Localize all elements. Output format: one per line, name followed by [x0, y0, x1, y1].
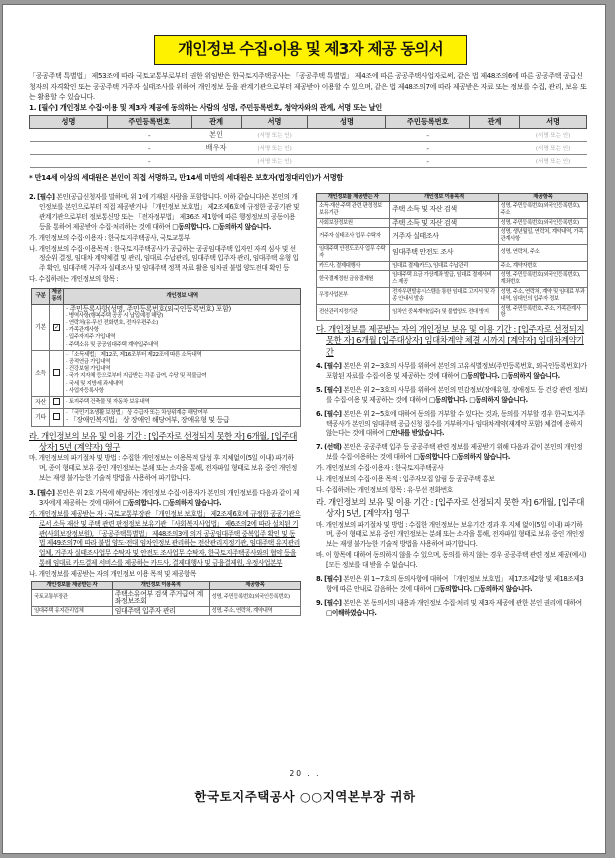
section-1-heading: 1. [필수] 개인정보 수집·이용 및 제3자 제공에 동의하는 사람의 성명, 주민등록번호, 청약자와의 관계, 서명 또는 날인	[29, 103, 382, 112]
rrn-field[interactable]: -	[386, 129, 470, 142]
table-row: 기타 · 「국민기초생활 보장법」 상 수급자 또는 차상위계층 해당여부 · 「장애인복지법」 상 장애인 해당여부, 장애유형 및 등급	[32, 409, 301, 426]
personal-info-items-table: 구분 제공 동의 개인정보 내역 기본 ✓ · 주민등록사항(성명, 주민등록번호(외국인등록번호) 포함) · 병역사항(행복주택 공공 시 납입예정 해당) · 연락처(유·무선 전화번호, 전자우편주소) · 가족관계사항 · 입주자지주 가입내역 · 주택소유 및 공공임대주택 계약입주내역 소득 · 「소득세법」 제12조, 제16조부터 제22조에 따른 소득내역 · 공적연금 가입내역 · 건강보험 가입내역 · 국가 지자체 등으로부터 지급받는 각종 급여, 수당 및 직불급여 · 국세 및 지방세 과세내역 · 사업자등록사항 자산 · 토지주택 건축물 및 자동차 보유내역 기타 · 「국민기초생활 보장법」 상 수급자 또는 차상위계층 해당여부 · 「장애인복지법」 상 장애인 해당여부, 장애유형 및 등급	[31, 288, 301, 426]
section-7-agree-checkbox[interactable]: □동의합니다 □동의하지 않습니다.	[413, 453, 511, 462]
signature-field[interactable]: (서명 또는 인)	[241, 129, 308, 142]
table-row: 자산 · 토지주택 건축물 및 자동차 보유내역	[32, 397, 301, 409]
name-field[interactable]	[30, 155, 108, 168]
left-column: 2. [필수] 본인(공급신청자를 말하며, 위 1에 기재된 사람을 포함합니다. 이하 같습니다)은 본인의 개인정보를 본인으로부터 직접 제공받거나 「개인정보 보호법」 제2조제6호에 규정한 공공기관 및 관계기관으로부터 정보통신망 또는 「전자정부법」 제36조 제1항에 따른 행정정보의 공동이용 등을 통하여 제공받아 수집·처리하는 것에 대하여 □동의합니다. □동의하지 않습니다. 가. 개인정보의 수집·이용자 : 한국토지주택공사, 국토교통부 나. 개인정보의 수집·이용목적 : 한국토지주택공사가 공급하는 공공임대주택 입자인 자격 심사 및 선정순위 결정, 임대차 계약체결 및 관리, 임대료 수납관리, 임대주택 입주자 관리, 임대주택 유형 입주 확인, 임대주택 거주자 실태조사 및 임대주택 정책 자료 활용 임차권 불법 양도전대 확인 등 다. 수집하려는 개인정보의 항목 : 구분 제공 동의 개인정보 내역 기본 ✓ · 주민등록사항(성명, 주민등록번호(외국인등록번호) 포함) · 병역사항(행복주택 공공 시 납입예정 해당) · 연락처(유·무선 전화번호, 전자우편주소) · 가족관계사항 · 입주자지주 가입내역 · 주택소유 및 공공임대주택 계약입주내역 소득 · 「소득세법」 제12조, 제16조부터 제22조에 따른 소득내역 · 공적연금 가입내역 · 건강보험 가입내역 · 국가 지자체 등으로부터 지급받는 각종 급여, 수당 및 직불급여 · 국세 및 지방세 과세내역 · 사업자등록사항 자산 · 토지주택 건축물 및 자동차 보유내역 기타 · 「국민기초생활 보장법」 상 수급자 또는 차상위계층 해당여부 · 「장애인복지법」 상 장애인 해당여부, 장애유형 및 등급 라. 개인정보의 보유 및 이용 기간 : [입주자로 선정되지 못한 자] 6개월, [입주대상자] 5년 (계약자) 영구 마. 개인정보의 파기절차 및 방법 : 수집한 개인정보는 이용목적 달성 후 지체없이(5일 이내) 파기하며, 종이 형태로 보유 중인 개인정보는 분쇄 또는 소각을 통해, 전자파일 형태로 보유 중인 개인정보는 재생 불가능한 기술적 방법을 사용하여 파기합니다. 3. [필수] 본인은 위 2호 가목에 해당하는 개인정보 수집·이용자가 본인의 개인정보를 다음과 같이 제3자에게 제공하는 것에 대하여 □동의합니다. □동의하지 않습니다. 가. 개인정보를 제공받는 자 : 국토교통부장관 「개인정보 보호법」 제2조제6호에 규정한 공공기관으로서 소득 재산 및 주택 관련 판정정보 보유기관 「사회복지사업법」 제6조의2에 따라 설치된 기관(사회보장정보원), 「공공주택특별법」 제48조의3에 의거 공공임대주택 중복입주 확인 및 동법 제49조의7에 따라 불법 양도·전대 임차인정보 관리하는 전산관리지정기관, 임대주택 유지관리업체, 거주자 실태조사업무 수탁자 및 안전도 조사업무 수탁자, 한국토지주택공사와의 협약 등을 통해 임대료 카드결제 서비스를 제공하는 카드사, 결제대행사 및 금융결제원, 우정사업본부 나. 개인정보를 제공받는 자의 개인정보 이용 목적 및 제공항목 개인정보를 제공받는 자 개인정보 이용목적 제공항목 국토교통부장관 주택소유여부 검색 주거급여 계좌정보조회 성명, 주민등록번호(외국인등록번호) 임대주택 유지관리업체 임대주택 입주자 관리 성명, 주소, 연락처, 계약내역	[29, 193, 301, 615]
table-row: - 배우자 (서명 또는 인) - (서명 또는 인)	[30, 142, 587, 155]
signature-field[interactable]: (서명 또는 인)	[241, 155, 308, 168]
rrn-field[interactable]: -	[107, 129, 191, 142]
document-title: 개인정보 수집·이용 및 제3자 제공 동의서	[154, 35, 467, 65]
relation-field[interactable]	[469, 142, 519, 155]
consent-form-page	[2, 4, 606, 854]
consent-checkbox[interactable]: ✓	[50, 304, 64, 350]
relation-field[interactable]	[469, 129, 519, 142]
section-6: 6. [필수] 본인은 위 2~5호에 대하여 동의를 거부할 수 있다는 것과, 동의를 거부할 경우 한국토지주택공사가 본인의 임대주택 공급신청 접수를 거부하거나 임대차계약(재계약 포함) 체결에 응하지 않는다는 것에 대하여 □안내를 받았습니다.	[316, 409, 585, 438]
section-5: 5. [필수] 본인은 위 2~3호의 사무를 위하여 본인의 민감정보(장애유형, 장애정도 등 건강 관련 정보)를 수집·이용 및 제공하는 것에 대하여 □동의합니다. □동의하지 않습니다.	[316, 385, 588, 404]
section-6-acknowledge-checkbox[interactable]: □안내를 받았습니다.	[385, 429, 445, 438]
table-row: 카드사, 결제대행사 임대료 결제(카드), 임대료 수납관리 주소, 계약자번호	[317, 261, 588, 271]
section-3: 3. [필수] 본인은 위 2호 가목에 해당하는 개인정보 수집·이용자가 본인의 개인정보를 다음과 같이 제3자에게 제공하는 것에 대하여 □동의합니다. □동의하지 않습니다.	[29, 488, 300, 507]
relation-field[interactable]	[469, 155, 519, 168]
consenter-table	[29, 115, 587, 168]
table-row: 한국결제정원 금융결제원 임대주택 요금 가상계좌 발급, 임대료 결제서비스 제공 성명, 주민등록번호(외국인등록번호), 계좌번호	[317, 271, 588, 288]
third-party-table-left: 개인정보를 제공받는 자 개인정보 이용목적 제공항목 국토교통부장관 주택소유여부 검색 주거급여 계좌정보조회 성명, 주민등록번호(외국인등록번호) 임대주택 유지관리업체 임대주택 입주자 관리 성명, 주소, 연락처, 계약내역	[31, 581, 301, 616]
table-row: 전산관리지정기관 임차인 중복계약(입주) 및 불법양도 전대 방지 성명, 주민등록번호, 주소, 가족관계사항	[317, 304, 588, 321]
section-9: 9. [필수] 본인은 본 동의서의 내용과 개인정보 수집·처리 및 제3자 제공에 관한 본인 권리에 대하여 □이해하였습니다.	[316, 598, 582, 617]
table-row: 국토교통부장관 주택소유여부 검색 주거급여 계좌정보조회 성명, 주민등록번호(외국인등록번호)	[32, 590, 301, 607]
third-party-table-right: 개인정보를 제공받는 자 개인정보 이용목적 제공항목 소득·재산·주택 관련 판정정보 보유기관 주택 소득 및 자산 검색 성명, 주민등록번호(외국인등록번호), 주소 사회보장정보원 주택 소득 및 자산 검색 성명, 주민등록번호(외국인등록번호) 거주자 실태조사 업무 수탁자 거주자 실태조사 성명, 생년월일, 연락처, 계약내역, 가족관계사항 임대주택 안전도조사 업무 수탁자 임대주택 안전도 조사 성명, 연락처, 주소 카드사, 결제대행사 임대료 결제(카드), 임대료 수납관리 주소, 계약자번호 한국결제정원 금융결제원 임대주택 요금 가상계좌 발급, 임대료 결제서비스 제공 성명, 주민등록번호(외국인등록번호), 계좌번호 우정사업본부 전자우편발송시스템을 통한 임대료 고지서 및 각종 안내서 발송 성명, 주소, 연락처, 계약 및 임대료 부과내역, 임대인의 입주자 정보 전산관리지정기관 임차인 중복계약(입주) 및 불법양도 전대 방지 성명, 주민등록번호, 주소, 가족관계사항	[316, 193, 588, 321]
signature-field[interactable]: (서명 또는 인)	[520, 129, 587, 142]
section-8: 8. [필수] 본인은 위 1~7호의 동의사항에 대하여 「개인정보 보호법」 제17조제2항 및 제18조제3항에 따른 안내로 갈음하는 것에 대하여 □동의합니다. □동의하지 않습니다.	[316, 575, 584, 593]
intro-paragraph: 「공공주택 특별법」 제53조에 따라 국토교통부로부터 권한 위임받은 한국토지주택공사는 「공공주택 특별법」 제4조에 따른 공공주택사업자로써, 같은 법 제48조의6에 따른 공공주택 공급신청자의 자격확인 또는 공공주택 거주자 실태조사를 위하여 개인정보 등을 관계기관으로부터 제공받아 이용할 수 있으며, 같은 법 제48조의7에 따라 제공받은 자료 또는 정보를 수집, 관리, 보유 또는 활용할 수 있습니다.	[29, 72, 587, 102]
name-field[interactable]	[30, 129, 108, 142]
section-2-agree-checkbox[interactable]: □동의합니다. □동의하지 않습니다.	[172, 222, 272, 231]
signature-field[interactable]: (서명 또는 인)	[520, 155, 587, 168]
table-row: 임대주택 안전도조사 업무 수탁자 임대주택 안전도 조사 성명, 연락처, 주소	[317, 244, 588, 261]
section-7: 7. (선택) 본인은 공공주택 입주 등 공공주택 관련 정보를 제공받기 위해 다음과 같이 본인의 개인정보를 수집·이용하는 것에 대하여 □동의합니다 □동의하지 않습니다.	[316, 443, 583, 462]
section-2: 2. [필수] 본인(공급신청자를 말하며, 위 1에 기재된 사람을 포함합니다. 이하 같습니다)은 본인의 개인정보를 본인으로부터 직접 제공받거나 「개인정보 보호법」 제2조제6호에 규정한 공공기관 및 관계기관으로부터 정보통신망 또는 「전자정부법」 제36조 제1항에 따른 행정정보의 공동이용 등을 통하여 제공받아 수집·처리하는 것에 대하여 □동의합니다. □동의하지 않습니다.	[29, 193, 300, 231]
name-field[interactable]	[308, 129, 386, 142]
table-row: 소득 · 「소득세법」 제12조, 제16조부터 제22조에 따른 소득내역 · 공적연금 가입내역 · 건강보험 가입내역 · 국가 지자체 등으로부터 지급받는 각종 급여, 수당 및 직불급여 · 국세 및 지방세 과세내역 · 사업자등록사항	[32, 350, 301, 396]
section-9-understand-checkbox[interactable]: □이해하였습니다.	[326, 608, 377, 617]
consenter-table-header: 성명 주민등록번호 관계 서명 성명 주민등록번호 관계 서명	[30, 116, 587, 129]
rrn-field[interactable]: -	[386, 142, 470, 155]
relation-field[interactable]	[191, 155, 241, 168]
rrn-field[interactable]: -	[107, 142, 191, 155]
name-field[interactable]	[308, 155, 386, 168]
signature-field[interactable]: (서명 또는 인)	[520, 142, 587, 155]
consent-checkbox[interactable]	[50, 350, 64, 396]
table-row: 사회보장정보원 주택 소득 및 자산 검색 성명, 주민등록번호(외국인등록번호)	[317, 218, 588, 228]
signature-field[interactable]: (서명 또는 인)	[241, 142, 308, 155]
right-column: 개인정보를 제공받는 자 개인정보 이용목적 제공항목 소득·재산·주택 관련 판정정보 보유기관 주택 소득 및 자산 검색 성명, 주민등록번호(외국인등록번호), 주소 사회보장정보원 주택 소득 및 자산 검색 성명, 주민등록번호(외국인등록번호) 거주자 실태조사 업무 수탁자 거주자 실태조사 성명, 생년월일, 연락처, 계약내역, 가족관계사항 임대주택 안전도조사 업무 수탁자 임대주택 안전도 조사 성명, 연락처, 주소 카드사, 결제대행사 임대료 결제(카드), 임대료 수납관리 주소, 계약자번호 한국결제정원 금융결제원 임대주택 요금 가상계좌 발급, 임대료 결제서비스 제공 성명, 주민등록번호(외국인등록번호), 계좌번호 우정사업본부 전자우편발송시스템을 통한 임대료 고지서 및 각종 안내서 발송 성명, 주소, 연락처, 계약 및 임대료 부과내역, 임대인의 입주자 정보 전산관리지정기관 임차인 중복계약(입주) 및 불법양도 전대 방지 성명, 주민등록번호, 주소, 가족관계사항 다. 개인정보를 제공받는 자의 개인정보 보유 및 이용 기간 : [입주자로 선정되지 못한 자] 6개월 [입주대상자] 임대차계약 체결 시까지 [계약자] 임대차계약기간 4. [필수] 본인은 위 2~3호의 사무를 위하여 본인의 고유식별정보(주민등록번호, 외국인등록번호)가 포함된 자료를 수집·이용 및 제공하는 것에 대하여 □동의합니다. □동의하지 않습니다. 5. [필수] 본인은 위 2~3호의 사무를 위하여 본인의 민감정보(장애유형, 장애정도 등 건강 관련 정보)를 수집·이용 및 제공하는 것에 대하여 □동의합니다. □동의하지 않습니다. 6. [필수] 본인은 위 2~5호에 대하여 동의를 거부할 수 있다는 것과, 동의를 거부할 경우 한국토지주택공사가 본인의 임대주택 공급신청 접수를 거부하거나 임대차계약(재계약 포함) 체결에 응하지 않는다는 것에 대하여 □안내를 받았습니다. 7. (선택) 본인은 공공주택 입주 등 공공주택 관련 정보를 제공받기 위해 다음과 같이 본인의 개인정보를 수집·이용하는 것에 대하여 □동의합니다 □동의하지 않습니다. 가. 개인정보의 수집·이용자 : 한국토지주택공사 나. 개인정보의 수집·이용 목적 : 입주자모집 알림 등 공공주택 홍보 다. 수집하려는 개인정보의 항목 : 유·무선 전화번호 라. 개인정보의 보유 및 이용 기간 : [입주자로 선정되지 못한 자] 6개월, [입주대상자] 5년, [계약자] 영구 마. 개인정보의 파기절차 및 방법 : 수집한 개인정보는 보유기간 경과 후 지체 없이(5일 이내) 파기하며, 종이 형태로 보유 중인 개인정보는 분쇄 또는 소각을 통해, 전자파일 형태로 보유 중인 개인정보는 재생 불가능한 기술적 방법을 사용하여 파기합니다. 바. 이 항목에 대하여 동의하지 않을 수 있으며, 동의를 하지 않는 경우 공공주택 관련 정보 제공(예시)[모든 정보를 대 받을 수 없습니다. 8. [필수] 본인은 위 1~7호의 동의사항에 대하여 「개인정보 보호법」 제17조제2항 및 제18조제3항에 따른 안내로 갈음하는 것에 대하여 □동의합니다. □동의하지 않습니다. 9. [필수] 본인은 본 동의서의 내용과 개인정보 수집·처리 및 제3자 제공에 관한 본인 권리에 대하여 □이해하였습니다.	[316, 194, 588, 617]
addressee-signature: 한국토지주택공사 ○○지역본부장 귀하	[194, 789, 416, 804]
consent-checkbox[interactable]	[50, 409, 64, 426]
section-3-agree-checkbox[interactable]: □동의합니다. □동의하지 않습니다.	[122, 498, 222, 507]
table-row: 임대주택 유지관리업체 임대주택 입주자 관리 성명, 주소, 연락처, 계약내역	[32, 606, 301, 616]
consent-checkbox[interactable]	[50, 397, 64, 409]
section-5-agree-checkbox[interactable]: □동의합니다. □동의하지 않습니다.	[429, 395, 528, 404]
name-field[interactable]	[30, 142, 108, 155]
rrn-field[interactable]: -	[107, 155, 191, 168]
table-row	[30, 155, 587, 168]
table-row: 거주자 실태조사 업무 수탁자 거주자 실태조사 성명, 생년월일, 연락처, 계약내역, 가족관계사항	[317, 228, 588, 245]
table-row: 기본 ✓ · 주민등록사항(성명, 주민등록번호(외국인등록번호) 포함) · 병역사항(행복주택 공공 시 납입예정 해당) · 연락처(유·무선 전화번호, 전자우편주소) · 가족관계사항 · 입주자지주 가입내역 · 주택소유 및 공공임대주택 계약입주내역	[32, 304, 301, 350]
date-line[interactable]: 20 . .	[289, 769, 321, 778]
table-row: - 본인 (서명 또는 인) - (서명 또는 인)	[30, 129, 587, 142]
table-row: 우정사업본부 전자우편발송시스템을 통한 임대료 고지서 및 각종 안내서 발송 성명, 주소, 연락처, 계약 및 임대료 부과내역, 임대인의 입주자 정보	[317, 287, 588, 304]
table-row: 소득·재산·주택 관련 판정정보 보유기관 주택 소득 및 자산 검색 성명, 주민등록번호(외국인등록번호), 주소	[317, 202, 588, 219]
section-4-agree-checkbox[interactable]: □동의합니다. □동의하지 않습니다.	[461, 371, 560, 380]
rrn-field[interactable]: -	[386, 155, 470, 168]
section-4: 4. [필수] 본인은 위 2~3호의 사무를 위하여 본인의 고유식별정보(주민등록번호, 외국인등록번호)가 포함된 자료를 수집·이용 및 제공하는 것에 대하여 □동의합니다. □동의하지 않습니다.	[316, 362, 587, 380]
minor-signature-note: * 만14세 이상의 세대원은 본인이 직접 서명하고, 만14세 미만의 세대원은 보호자(법정대리인)가 서명함	[29, 173, 343, 182]
name-field[interactable]	[308, 142, 386, 155]
section-8-agree-checkbox[interactable]: □동의합니다. □동의하지 않습니다.	[433, 584, 533, 593]
